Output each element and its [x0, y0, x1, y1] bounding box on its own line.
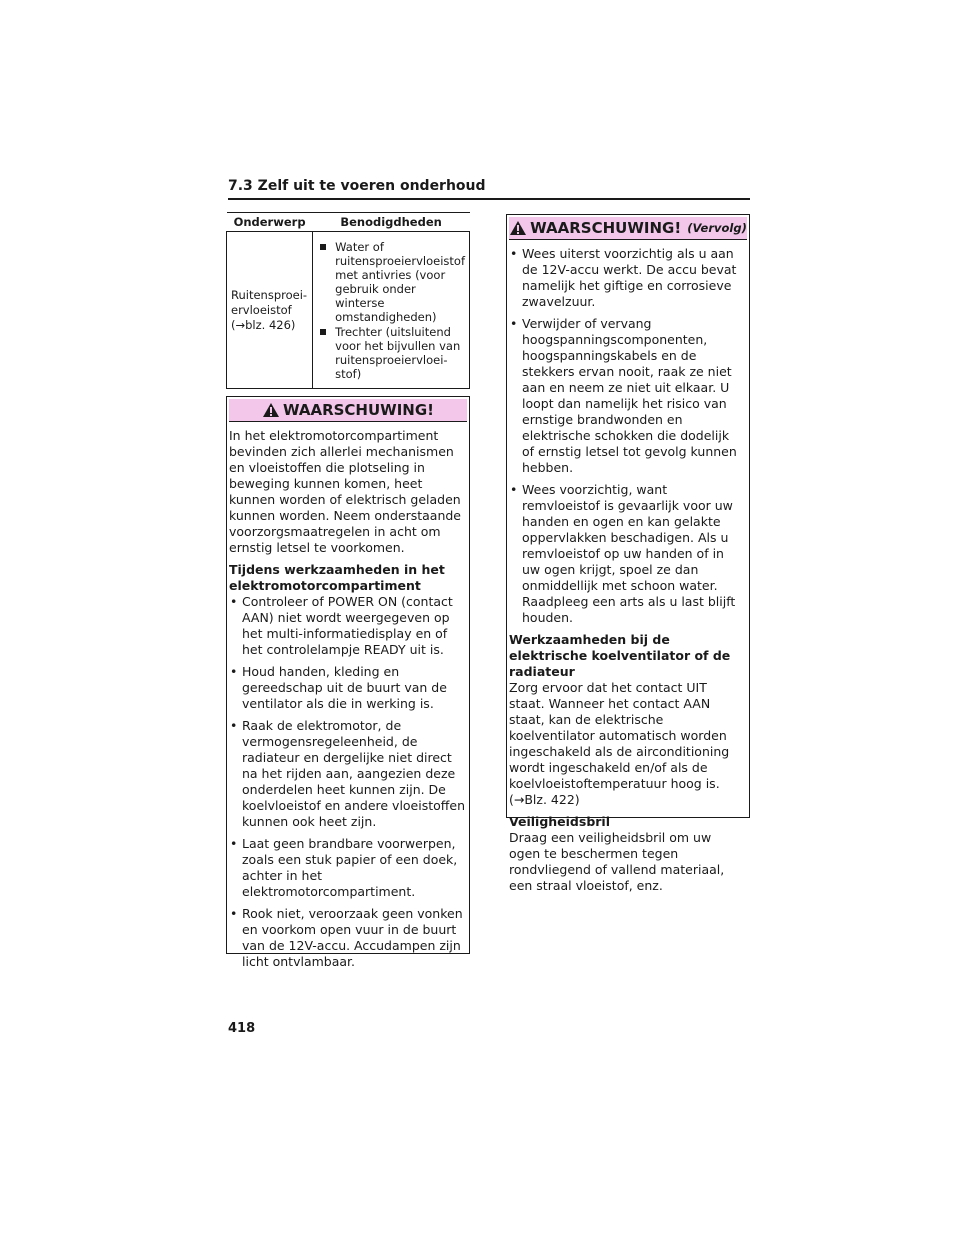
warning-subheading: Werkzaamheden bij de elektrische koelventilator of de radiateur — [509, 632, 731, 679]
warning-bullet: • Controleer of POWER ON (contact AAN) niet wordt weergegeven op het multi-informatiedisplay en of het controlelampje READY uit is. — [229, 594, 465, 658]
subject-text: Ruitensproei-ervloeistof (→blz. 426) — [231, 287, 308, 332]
supply-item: Water of ruitensproeiervloeistof met antivries (voor gebruik onder winterse omstandigheden) — [317, 240, 465, 324]
warning-bullet: • Wees uiterst voorzichtig als u aan de 12V-accu werkt. De accu bevat namelijk het giftige en corrosieve zwavelzuur. — [509, 246, 745, 310]
warning-bullet: • Wees voorzichtig, want remvloeistof is gevaarlijk voor uw handen en ogen en kan gelakte oppervlakken beschadigen. Als u remvloeistof op uw handen of in uw ogen krijgt, spoel ze dan onmiddellijk met schoon water. Raadpleeg een arts als u last blijft houden. — [509, 482, 745, 626]
page-number: 418 — [228, 1021, 256, 1036]
warning-body — [507, 240, 749, 906]
warning-triangle-icon — [262, 402, 280, 418]
warning-triangle-icon — [509, 220, 527, 236]
section-title: 7.3 Zelf uit te voeren onderhoud — [228, 178, 750, 200]
warning-subheading: Veiligheidsbril — [509, 814, 611, 829]
warning-bullet: • Rook niet, veroorzaak geen vonken en voorkom open vuur in de buurt van de 12V-accu. Accudampen zijn licht ontvlambaar. — [229, 906, 465, 970]
warning-bullet: • Raak de elektromotor, de vermogensregeleenheid, de radiateur en dergelijke niet direct na het rijden aan, aangezien deze onderdelen heet kunnen zijn. De koelvloeistof en andere vloeistoffen kunnen ook heet zijn. — [229, 718, 465, 830]
column-header-supplies: Benodigdheden — [313, 213, 470, 232]
warning-intro: In het elektromotorcompartiment bevinden zich allerlei mechanismen en vloeistoffen die plotseling in beweging kunnen komen, heet kunnen worden of elektrisch geladen kunnen worden. Neem onderstaande voorzorgsmaatregelen in acht om ernstig letsel te voorkomen. — [229, 428, 461, 555]
warning-title: WAARSCHUWING! — [530, 219, 682, 237]
supply-item: Trechter (uitsluitend voor het bijvullen van ruitensproeiervloei-stof) — [317, 325, 465, 381]
warning-subheading: Tijdens werkzaamheden in het elektromotorcompartiment — [229, 562, 445, 593]
table-cell-subject — [227, 232, 313, 389]
warning-title: WAARSCHUWING! — [282, 401, 435, 419]
supplies-table — [226, 212, 470, 389]
warning-bullet: • Laat geen brandbare voorwerpen, zoals een stuk papier of een doek, achter in het elektromotorcompartiment. — [229, 836, 465, 900]
warning-header — [509, 217, 747, 240]
table-cell-supplies — [313, 232, 470, 389]
warning-paragraph: Draag een veiligheidsbril om uw ogen te beschermen tegen rondvliegend of vallend materiaal, een straal vloeistof, enz. — [509, 830, 725, 893]
warning-body — [227, 422, 469, 982]
table-row — [227, 232, 470, 389]
warning-continued-label: (Vervolg) — [687, 221, 747, 235]
warning-box-right — [506, 214, 750, 893]
warning-box-left — [226, 396, 470, 969]
warning-paragraph: Zorg ervoor dat het contact UIT staat. Wanneer het contact AAN staat, kan de elektrische koelventilator automatisch worden ingeschakeld als de airconditioning wordt ingeschakeld en/of als de koelvloeistoftemperatuur hoog is. (→Blz. 422) — [509, 680, 730, 807]
column-header-subject: Onderwerp — [227, 213, 313, 232]
warning-header — [229, 399, 467, 422]
warning-bullet: • Verwijder of vervang hoogspanningscomponenten, hoogspanningskabels en de stekkers ervan nooit, raak ze niet aan en neem ze niet uit elkaar. U loopt dan namelijk het risico van ernstige brandwonden en elektrische schokken die dodelijk of ernstig letsel tot gevolg kunnen hebben. — [509, 316, 745, 476]
warning-bullet: • Houd handen, kleding en gereedschap uit de buurt van de ventilator als die in werking is. — [229, 664, 465, 712]
table-header-row — [227, 213, 470, 232]
